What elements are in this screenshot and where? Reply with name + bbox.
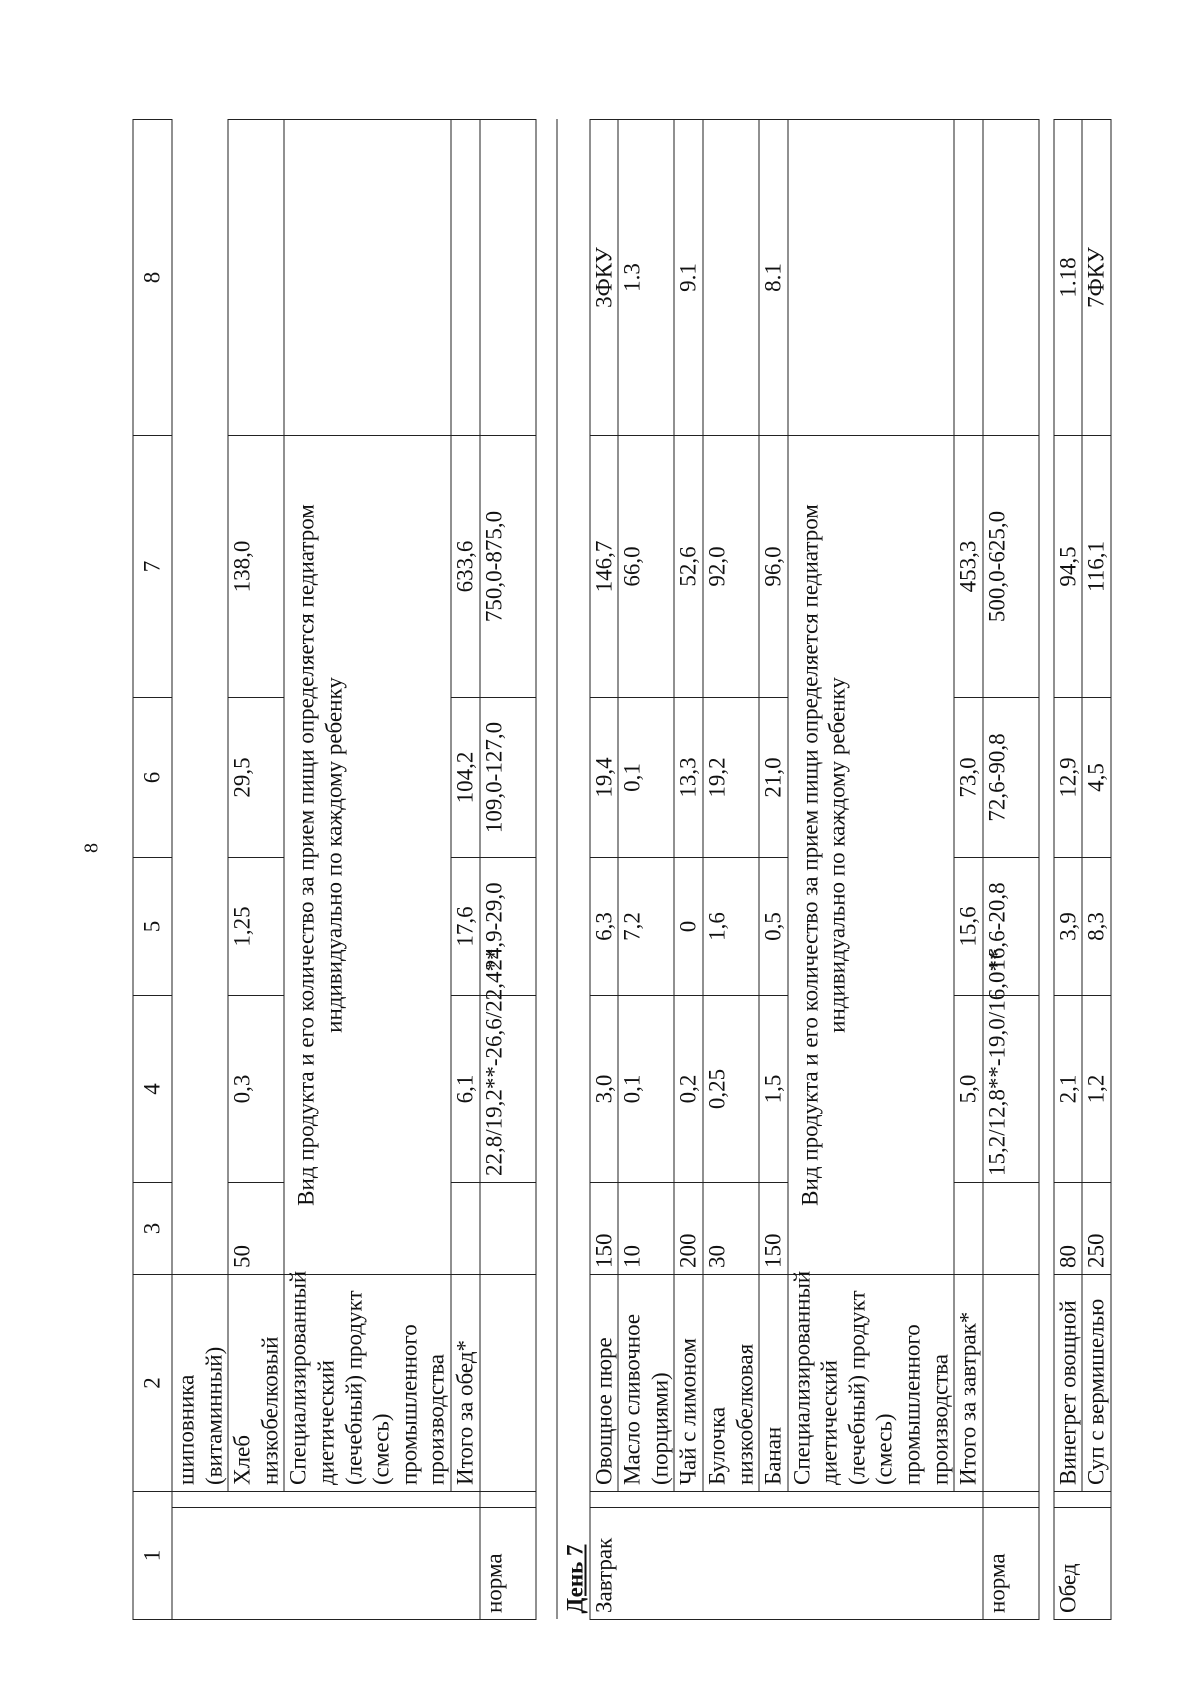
- cell-carbs: 21,0: [759, 698, 788, 858]
- cell-energy: 138,0: [228, 436, 284, 698]
- cell-grams: [983, 1183, 1039, 1275]
- dish-name: Винегрет овощной: [1054, 1275, 1083, 1492]
- cell-grams: 80: [1054, 1183, 1083, 1275]
- day-title-row: [557, 120, 590, 1620]
- cell-recipe: [954, 120, 983, 436]
- dish-name: Чай с лимоном: [674, 1275, 703, 1492]
- separator-row: [536, 120, 557, 1620]
- table-row: [674, 120, 703, 1620]
- cell-energy: 94,5: [1054, 436, 1083, 698]
- cell-energy: 96,0: [759, 436, 788, 698]
- dish-name: Специализированный диетический (лечебный) продукт (смесь) промышленного производства: [284, 1275, 451, 1492]
- note-individual: Вид продукта и его количество за прием пищи определяется педиатром индивидуально по каждому ребенку: [788, 436, 955, 1275]
- note-individual: Вид продукта и его количество за прием пищи определяется педиатром индивидуально по каждому ребенку: [284, 436, 451, 1275]
- cell-recipe: 1.18: [1054, 120, 1083, 436]
- meal-label-lunch: Обед: [1054, 1508, 1111, 1620]
- cell-energy: 116,1: [1082, 436, 1111, 698]
- cell-recipe: 9.1: [674, 120, 703, 436]
- norm-label: норма: [480, 1508, 536, 1620]
- cell-energy: 453,3: [954, 436, 983, 698]
- cell-protein: 3,0: [590, 996, 619, 1183]
- norm-label: норма: [983, 1508, 1039, 1620]
- cell-carbs: 29,5: [228, 698, 284, 858]
- cell-energy: 146,7: [590, 436, 619, 698]
- header-col-3: 3: [133, 1183, 172, 1275]
- cell-fat: 17,6: [451, 858, 480, 996]
- cell-energy: 500,0-625,0: [983, 436, 1039, 698]
- cell-carbs: 72,6-90,8: [983, 698, 1039, 858]
- cell-protein: 5,0: [954, 996, 983, 1183]
- table-row: [228, 120, 284, 1620]
- cell-recipe: [983, 120, 1039, 436]
- cell-grams: [954, 1183, 983, 1275]
- dish-name: Итого за обед*: [451, 1275, 480, 1492]
- cell-protein: 6,1: [451, 996, 480, 1183]
- cell-protein: 0,3: [228, 996, 284, 1183]
- dish-name: [480, 1275, 536, 1492]
- cell-energy: 52,6: [674, 436, 703, 698]
- cell-recipe: [480, 120, 536, 436]
- cell-carbs: 12,9: [1054, 698, 1083, 858]
- cell-recipe: 3ФКУ: [590, 120, 619, 436]
- day-title: День 7: [562, 1544, 588, 1614]
- cell-carbs: 104,2: [451, 698, 480, 858]
- cell-carbs: 0,1: [618, 698, 674, 858]
- blank-cell: [536, 120, 557, 1620]
- header-col-6: 6: [133, 698, 172, 858]
- cell-grams: 250: [1082, 1183, 1111, 1275]
- cell-fat: 8,3: [1082, 858, 1111, 996]
- cell-carbs: 19,2: [703, 698, 759, 858]
- cell-recipe: [228, 120, 284, 436]
- meal-label-breakfast: Завтрак: [590, 1508, 983, 1620]
- cell-fat: 15,6: [954, 858, 983, 996]
- cell-recipe: [788, 120, 955, 436]
- gap-cell: [172, 1492, 480, 1508]
- cell-fat: 6,3: [590, 858, 619, 996]
- header-row: [133, 120, 172, 1620]
- table-row: [284, 120, 451, 1620]
- table-row: [618, 120, 674, 1620]
- cell-fat: 1,6: [703, 858, 759, 996]
- cell-protein: 0,1: [618, 996, 674, 1183]
- cell-recipe: [451, 120, 480, 436]
- table-row: [1082, 120, 1111, 1620]
- cell-fat: 0,5: [759, 858, 788, 996]
- table-row: [451, 120, 480, 1620]
- cell-grams: [480, 1183, 536, 1275]
- blank-cell: [1039, 120, 1054, 1620]
- cell-energy: 750,0-875,0: [480, 436, 536, 698]
- cell-recipe: [284, 120, 451, 436]
- cell-protein: 0,25: [703, 996, 759, 1183]
- cell-recipe: 1.3: [618, 120, 674, 436]
- dish-name: Банан: [759, 1275, 788, 1492]
- cell-grams: 50: [228, 1183, 284, 1275]
- cell-fat: 1,25: [228, 858, 284, 996]
- dish-name: Масло сливочное (порциями): [618, 1275, 674, 1492]
- table-row: [759, 120, 788, 1620]
- cell-carbs: 109,0-127,0: [480, 698, 536, 858]
- dish-name: [983, 1275, 1039, 1492]
- gap-cell: [1054, 1492, 1111, 1508]
- cell-protein: 1,5: [759, 996, 788, 1183]
- dish-name: Суп с вермишелью: [1082, 1275, 1111, 1492]
- table-row: [703, 120, 759, 1620]
- cell-fat: 16,6-20,8: [983, 858, 1039, 996]
- header-col-1: 1: [133, 1492, 172, 1620]
- dish-name: Специализированный диетический (лечебный) продукт (смесь) промышленного производства: [788, 1275, 955, 1492]
- norm-row: [480, 120, 536, 1620]
- cell-grams: 150: [590, 1183, 619, 1275]
- cell-grams: 150: [759, 1183, 788, 1275]
- blank-cell: [172, 120, 228, 1275]
- table-row: [954, 120, 983, 1620]
- cell-protein: 2,1: [1054, 996, 1083, 1183]
- cell-recipe: 7ФКУ: [1082, 120, 1111, 436]
- cell-energy: 92,0: [703, 436, 759, 698]
- header-col-4: 4: [133, 996, 172, 1183]
- cell-fat: 7,2: [618, 858, 674, 996]
- norm-row: [983, 120, 1039, 1620]
- cell-carbs: 4,5: [1082, 698, 1111, 858]
- header-col-5: 5: [133, 858, 172, 996]
- dish-name: Итого за завтрак*: [954, 1275, 983, 1492]
- cell-protein: 22,8/19,2**-26,6/22,4**: [480, 996, 536, 1183]
- cell-fat: 3,9: [1054, 858, 1083, 996]
- cell-recipe: [703, 120, 759, 436]
- cell-grams: [451, 1183, 480, 1275]
- cell-recipe: 8.1: [759, 120, 788, 436]
- gap-cell: [983, 1492, 1039, 1508]
- meal-cell-empty: [172, 1508, 480, 1620]
- table-row: [590, 120, 619, 1620]
- cell-carbs: 13,3: [674, 698, 703, 858]
- cell-grams: 200: [674, 1183, 703, 1275]
- table-row: [1054, 120, 1083, 1620]
- dish-name: Овощное пюре: [590, 1275, 619, 1492]
- table-row: [788, 120, 955, 1620]
- cell-energy: 66,0: [618, 436, 674, 698]
- cell-protein: 0,2: [674, 996, 703, 1183]
- page-number: 8: [80, 843, 103, 853]
- nutrition-table: [133, 119, 1112, 1620]
- cell-grams: 10: [618, 1183, 674, 1275]
- dish-name: Булочка низкобелковая: [703, 1275, 759, 1492]
- cell-protein: 15,2/12,8**-19,0/16,0**: [983, 996, 1039, 1183]
- gap-cell: [480, 1492, 536, 1508]
- cell-grams: 30: [703, 1183, 759, 1275]
- cell-fat: 24,9-29,0: [480, 858, 536, 996]
- dish-name: шиповника (витаминный): [172, 1275, 228, 1492]
- header-col-7: 7: [133, 436, 172, 698]
- cell-protein: 1,2: [1082, 996, 1111, 1183]
- cell-fat: 0: [674, 858, 703, 996]
- rotated-table-sheet: [133, 120, 1158, 1620]
- cell-carbs: 73,0: [954, 698, 983, 858]
- cell-carbs: 19,4: [590, 698, 619, 858]
- table-row: [172, 120, 228, 1620]
- header-col-2: 2: [133, 1275, 172, 1492]
- cell-energy: 633,6: [451, 436, 480, 698]
- dish-name: Хлеб низкобелковый: [228, 1275, 284, 1492]
- separator-row: [1039, 120, 1054, 1620]
- header-col-8: 8: [133, 120, 172, 436]
- gap-cell: [590, 1492, 983, 1508]
